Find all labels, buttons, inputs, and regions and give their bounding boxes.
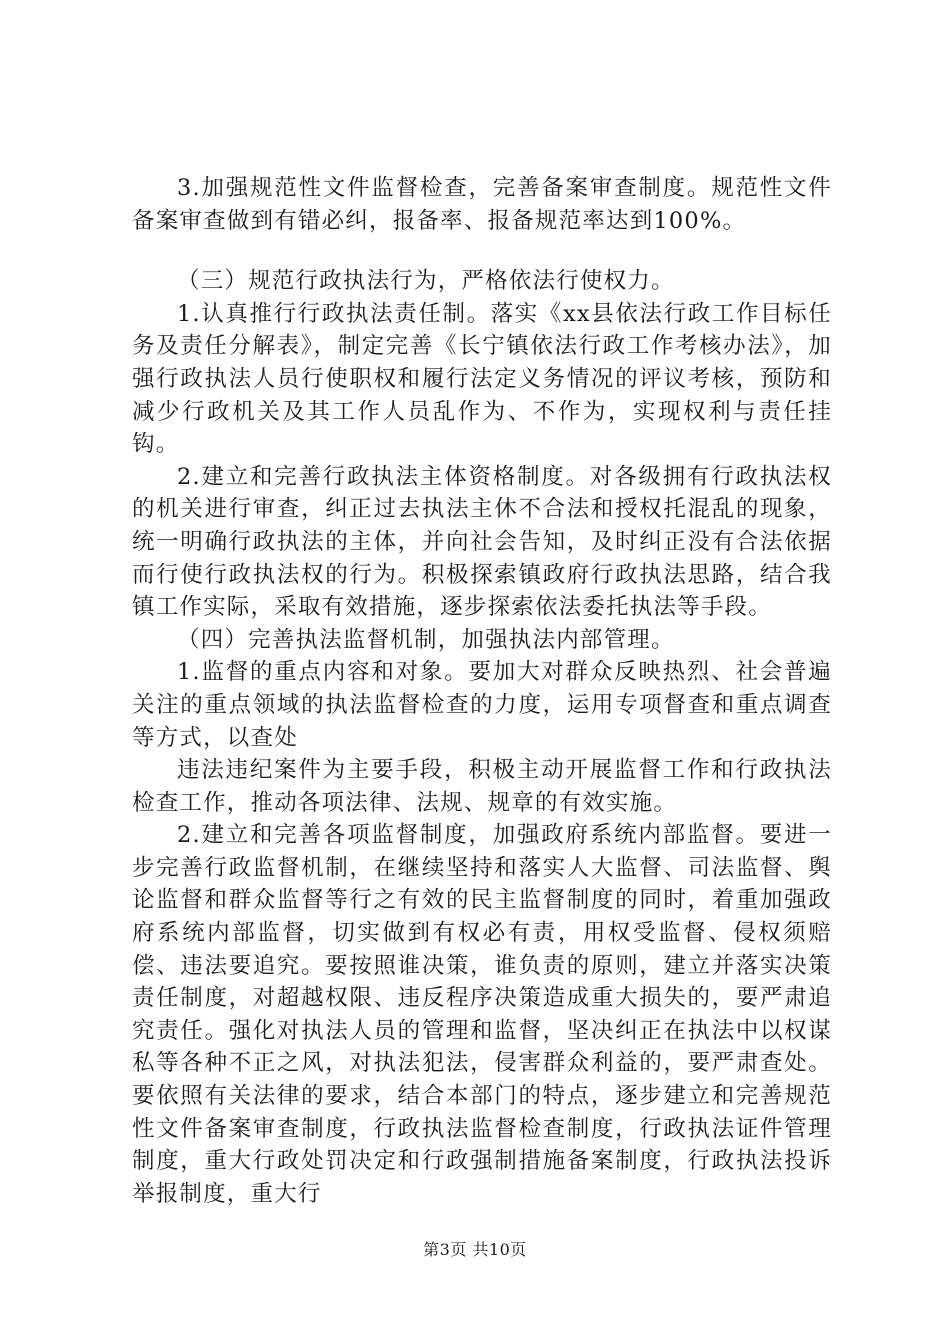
paragraph-responsibility-system: 1.认真推行行政执法责任制。落实《xx县依法行政工作目标任务及责任分解表》，制定完善《长宁镇依法行政工作考核办法》，加强行政执法人员行使职权和履行法定义务情况的评议考核，预防和减少行政机关及其工作人员乱作为、不作为，实现权利与责任挂钩。 [132, 300, 832, 458]
paragraph-supervision-systems: 2.建立和完善各项监督制度，加强政府系统内部监督。要进一步完善行政监督机制，在继续坚持和落实人大监督、司法监督、舆论监督和群众监督等行之有效的民主监督制度的同时，着重加强政府系统内部监督，切实做到有权必有责，用权受监督、侵权须赔偿、违法要追究。要按照谁决策，谁负责的原则，建立并落实决策责任制度，对超越权限、违反程序决策造成重大损失的，要严肃追究责任。强化对执法人员的管理和监督，坚决纠正在执法中以权谋私等各种不正之风，对执法犯法，侵害群众利益的，要严肃查处。要依照有关法律的要求，结合本部门的特点，逐步建立和完善规范性文件备案审查制度，行政执法监督检查制度，行政执法证件管理制度，重大行政处罚决定和行政强制措施备案制度，行政执法投诉举报制度，重大行 [132, 822, 832, 1207]
section-heading-four: （四）完善执法监督机制，加强执法内部管理。 [177, 626, 675, 653]
paragraph-filing-review: 3.加强规范性文件监督检查，完善备案审查制度。规范性文件备案审查做到有错必纠，报备率、报备规范率达到100%。 [132, 175, 832, 234]
paragraph-supervision-focus-continued: 违法违纪案件为主要手段，积极主动开展监督工作和行政执法检查工作，推动各项法律、法规、规章的有效实施。 [132, 757, 832, 816]
section-heading-three: （三）规范行政执法行为，严格依法行使权力。 [177, 268, 675, 295]
paragraph-subject-qualification: 2.建立和完善行政执法主体资格制度。对各级拥有行政执法权的机关进行审查，纠正过去执法主休不合法和授权托混乱的现象，统一明确行政执法的主体，并向社会告知，及时纠正没有合法依据而行使行政执法权的行为。积极探索镇政府行政执法思路，结合我镇工作实际，采取有效措施，逐步探索依法委托执法等手段。 [132, 463, 832, 621]
paragraph-supervision-focus: 1.监督的重点内容和对象。要加大对群众反映热烈、社会普遍关注的重点领域的执法监督检查的力度，运用专项督查和重点调查等方式，以查处 [132, 659, 832, 751]
document-body [132, 172, 832, 1210]
page-number-footer: 第3页 共10页 [423, 1240, 527, 1259]
